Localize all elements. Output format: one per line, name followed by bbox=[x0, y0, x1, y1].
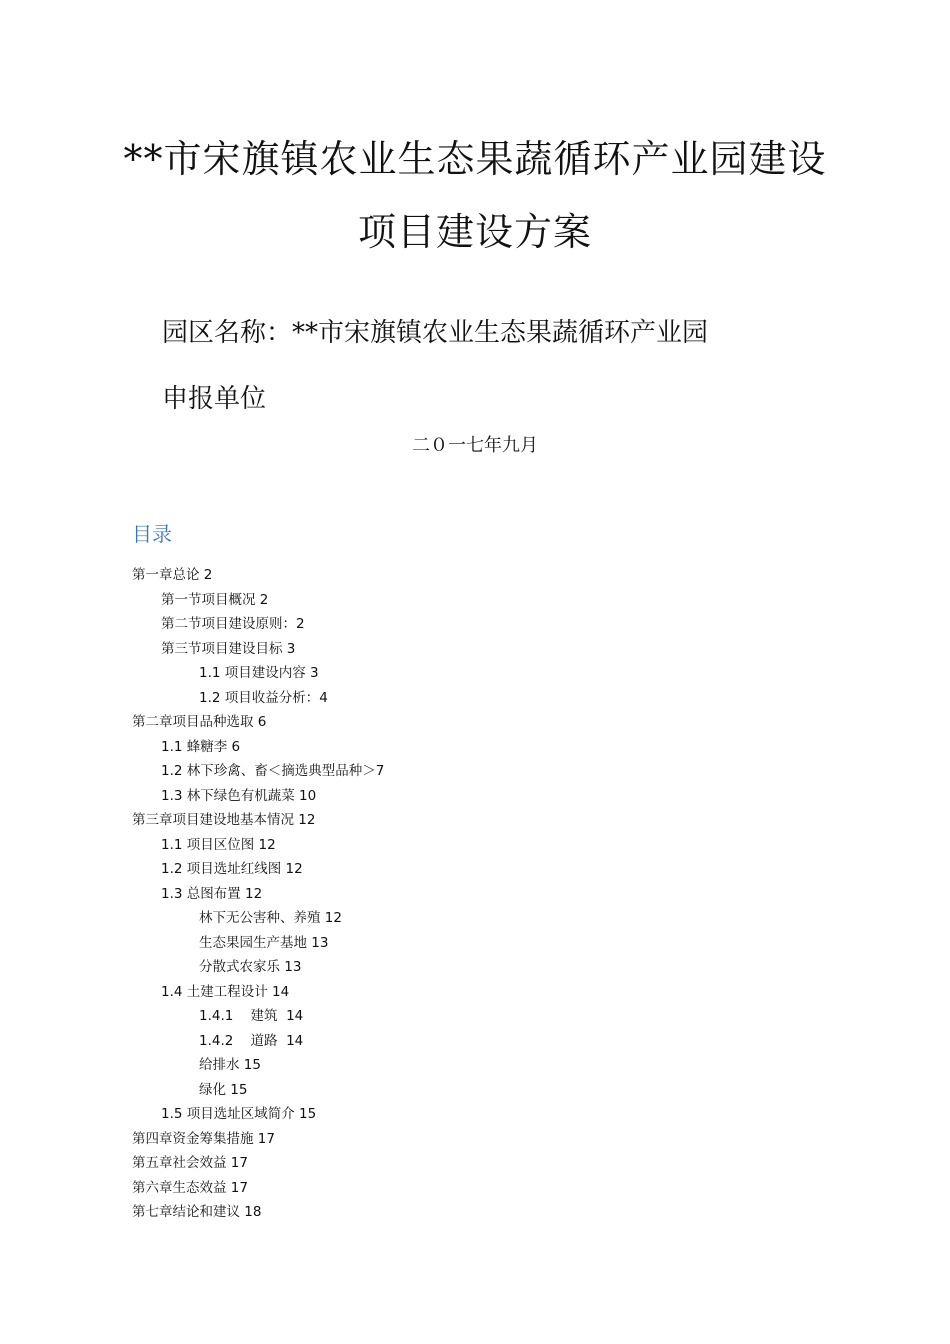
toc-entry[interactable]: 第五章社会效益 17 bbox=[132, 1155, 248, 1171]
toc-entry[interactable]: 1.2 林下珍禽、畜＜摘选典型品种＞7 bbox=[161, 763, 385, 779]
toc-entry[interactable]: 生态果园生产基地 13 bbox=[199, 934, 329, 951]
toc-entry[interactable]: 第四章资金筹集措施 17 bbox=[132, 1130, 275, 1147]
toc-entry[interactable]: 1.2 项目选址红线图 12 bbox=[161, 861, 303, 877]
document-title-line-2: 项目建设方案 bbox=[357, 210, 592, 254]
toc-entry[interactable]: 给排水 15 bbox=[199, 1057, 261, 1073]
toc-entry[interactable]: 1.4.1 建筑 14 bbox=[199, 1008, 304, 1024]
toc-entry[interactable]: 林下无公害种、养殖 12 bbox=[199, 910, 342, 926]
applicant-line: 申报单位 bbox=[162, 384, 267, 414]
toc-entry[interactable]: 分散式农家乐 13 bbox=[199, 959, 302, 975]
toc-entry[interactable]: 1.1 蜂糖李 6 bbox=[161, 738, 241, 755]
park-name-line: 园区名称：**市宋旗镇农业生态果蔬循环产业园 bbox=[162, 318, 709, 348]
toc-entry[interactable]: 第二节项目建设原则：2 bbox=[161, 616, 305, 632]
toc-entry[interactable]: 1.4 土建工程设计 14 bbox=[161, 983, 290, 1000]
toc-entry[interactable]: 1.1 项目建设内容 3 bbox=[199, 665, 319, 681]
toc-entry[interactable]: 1.3 林下绿色有机蔬菜 10 bbox=[161, 787, 317, 804]
toc-entry[interactable]: 1.1 项目区位图 12 bbox=[161, 836, 276, 853]
toc-entry[interactable]: 第二章项目品种选取 6 bbox=[132, 714, 267, 730]
toc-entry[interactable]: 第七章结论和建议 18 bbox=[132, 1204, 262, 1220]
toc-entry[interactable]: 第一节项目概况 2 bbox=[161, 591, 269, 608]
table-of-contents bbox=[132, 566, 384, 1228]
toc-entry[interactable]: 1.3 总图布置 12 bbox=[161, 885, 263, 902]
toc-entry[interactable]: 1.4.2 道路 14 bbox=[199, 1032, 304, 1049]
toc-entry[interactable]: 1.5 项目选址区域简介 15 bbox=[161, 1106, 317, 1122]
toc-entry[interactable]: 1.2 项目收益分析：4 bbox=[199, 689, 328, 706]
toc-entry[interactable]: 绿化 15 bbox=[199, 1081, 248, 1098]
toc-heading: 目录 bbox=[132, 522, 172, 546]
document-title-line-1: **市宋旗镇农业生态果蔬循环产业园建设 bbox=[123, 137, 827, 181]
document-date: 二０一七年九月 bbox=[412, 435, 538, 456]
toc-entry[interactable]: 第六章生态效益 17 bbox=[132, 1179, 248, 1196]
toc-entry[interactable]: 第一章总论 2 bbox=[132, 567, 213, 583]
toc-entry[interactable]: 第三节项目建设目标 3 bbox=[161, 640, 296, 657]
toc-entry[interactable]: 第三章项目建设地基本情况 12 bbox=[132, 812, 316, 828]
